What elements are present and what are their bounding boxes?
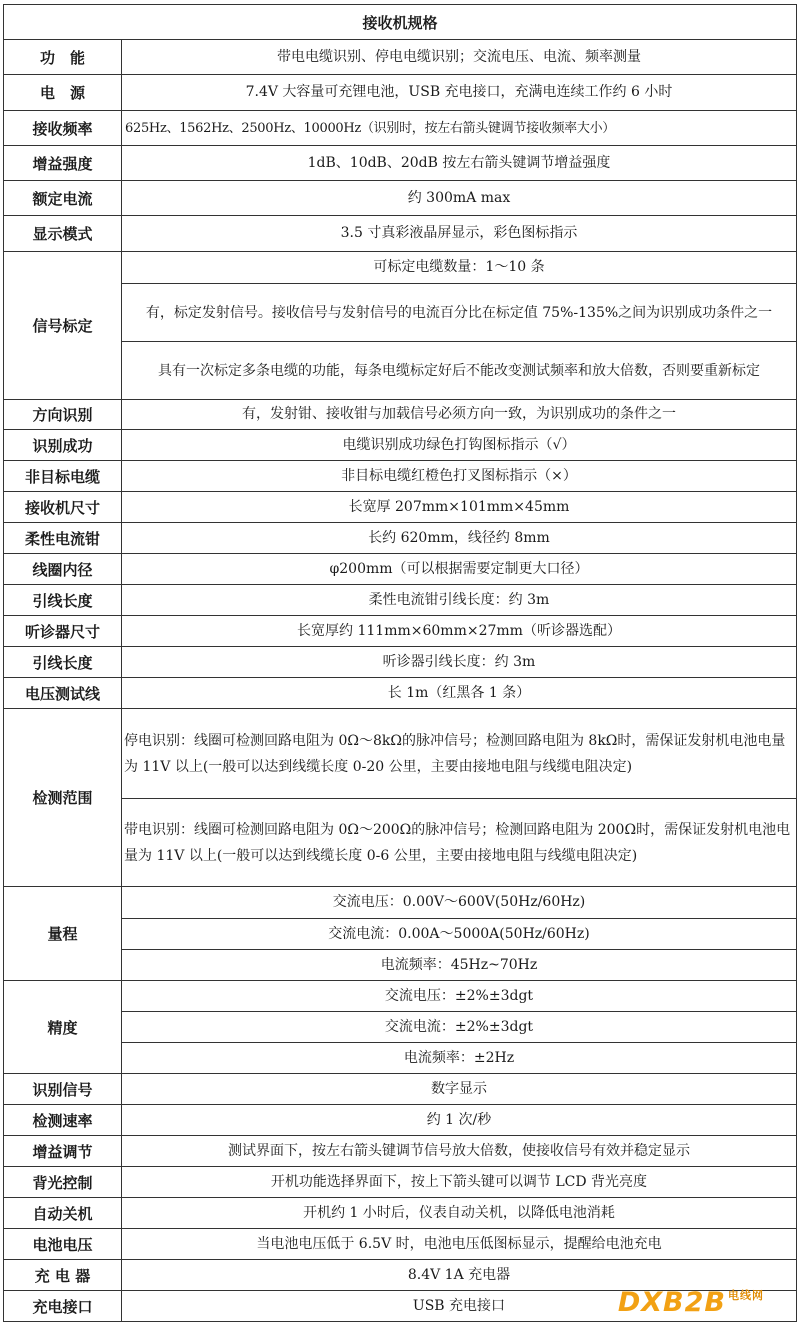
row-label: 充 电 器 (4, 1260, 122, 1291)
row-label: 充电接口 (4, 1291, 122, 1322)
row-value: 电缆识别成功绿色打钩图标指示（√） (122, 430, 797, 461)
table-row (4, 950, 797, 981)
row-label: 引线长度 (4, 647, 122, 678)
table-row (4, 461, 797, 492)
row-value: 625Hz、1562Hz、2500Hz、10000Hz（识别时，按左右箭头键调节接收频率大小） (122, 111, 797, 146)
row-label: 引线长度 (4, 585, 122, 616)
table-row (4, 40, 797, 75)
row-value: 8.4V 1A 充电器 (122, 1260, 797, 1291)
table-row (4, 430, 797, 461)
table-row (4, 1012, 797, 1043)
table-title-row (4, 5, 797, 40)
row-label: 接收频率 (4, 111, 122, 146)
row-value: 交流电压：±2%±3dgt (122, 981, 797, 1012)
row-label: 柔性电流钳 (4, 523, 122, 554)
row-value: 长宽厚 207mm×101mm×45mm (122, 492, 797, 523)
table-row (4, 554, 797, 585)
row-value: 非目标电缆红橙色打叉图标指示（×） (122, 461, 797, 492)
row-label: 显示模式 (4, 216, 122, 252)
watermark-sub: 电线网 (728, 1289, 764, 1302)
row-label: 识别信号 (4, 1074, 122, 1105)
row-label: 电压测试线 (4, 678, 122, 709)
row-value: 开机约 1 小时后，仪表自动关机，以降低电池消耗 (122, 1198, 797, 1229)
row-label: 额定电流 (4, 181, 122, 216)
row-label: 增益调节 (4, 1136, 122, 1167)
row-value: 数字显示 (122, 1074, 797, 1105)
site-watermark (618, 1287, 764, 1318)
row-value: 带电电缆识别、停电电缆识别；交流电压、电流、频率测量 (122, 40, 797, 75)
table-row (4, 1167, 797, 1198)
table-row (4, 616, 797, 647)
row-value: 约 1 次/秒 (122, 1105, 797, 1136)
row-label: 线圈内径 (4, 554, 122, 585)
table-row (4, 400, 797, 430)
row-label: 精度 (4, 981, 122, 1074)
row-value: 带电识别：线圈可检测回路电阻为 0Ω～200Ω的脉冲信号；检测回路电阻为 200Ω时，需保证发射机电池电量为 11V 以上(一般可以达到线缆长度 0-6 公里，主要由接地电阻与线缆电阻决定) (122, 799, 797, 887)
row-label: 接收机尺寸 (4, 492, 122, 523)
table-row (4, 709, 797, 799)
watermark-logo: DXB2B (617, 1287, 726, 1318)
row-label: 背光控制 (4, 1167, 122, 1198)
table-row (4, 284, 797, 342)
table-row (4, 678, 797, 709)
table-row (4, 799, 797, 887)
row-value: 长约 620mm，线径约 8mm (122, 523, 797, 554)
row-value: 长 1m（红黑各 1 条） (122, 678, 797, 709)
table-row (4, 647, 797, 678)
row-label: 检测范围 (4, 709, 122, 887)
row-label: 方向识别 (4, 400, 122, 430)
row-label: 信号标定 (4, 252, 122, 400)
row-label: 自动关机 (4, 1198, 122, 1229)
table-row (4, 1136, 797, 1167)
row-label: 增益强度 (4, 146, 122, 181)
row-label: 非目标电缆 (4, 461, 122, 492)
table-row (4, 981, 797, 1012)
table-row (4, 216, 797, 252)
table-row (4, 1074, 797, 1105)
table-row (4, 919, 797, 950)
row-value: 有，标定发射信号。接收信号与发射信号的电流百分比在标定值 75%-135%之间为识别成功条件之一 (122, 284, 797, 342)
row-value: 开机功能选择界面下，按上下箭头键可以调节 LCD 背光亮度 (122, 1167, 797, 1198)
row-value: φ200mm（可以根据需要定制更大口径） (122, 554, 797, 585)
row-value: 交流电压：0.00V～600V(50Hz/60Hz) (122, 887, 797, 919)
row-value: 具有一次标定多条电缆的功能，每条电缆标定好后不能改变测试频率和放大倍数，否则要重新标定 (122, 342, 797, 400)
row-value: 停电识别：线圈可检测回路电阻为 0Ω～8kΩ的脉冲信号；检测回路电阻为 8kΩ时，需保证发射机电池电量为 11V 以上(一般可以达到线缆长度 0-20 公里，主要由接地电阻与线缆电阻决定) (122, 709, 797, 799)
table-row (4, 1105, 797, 1136)
row-value: 柔性电流钳引线长度：约 3m (122, 585, 797, 616)
receiver-spec-table (3, 4, 797, 1322)
row-value: 有，发射钳、接收钳与加载信号必须方向一致，为识别成功的条件之一 (122, 400, 797, 430)
row-label: 功 能 (4, 40, 122, 75)
row-value: 电流频率：45Hz~70Hz (122, 950, 797, 981)
row-label: 听诊器尺寸 (4, 616, 122, 647)
table-row (4, 1043, 797, 1074)
table-row (4, 342, 797, 400)
row-value: 约 300mA max (122, 181, 797, 216)
table-row (4, 585, 797, 616)
table-row (4, 111, 797, 146)
table-row (4, 1229, 797, 1260)
row-value: 听诊器引线长度：约 3m (122, 647, 797, 678)
row-value: USB 充电接口 (122, 1291, 797, 1322)
row-value: 可标定电缆数量：1～10 条 (122, 252, 797, 284)
row-value: 7.4V 大容量可充锂电池，USB 充电接口，充满电连续工作约 6 小时 (122, 75, 797, 111)
row-label: 电 源 (4, 75, 122, 111)
row-value: 长宽厚约 111mm×60mm×27mm（听诊器选配） (122, 616, 797, 647)
table-row (4, 252, 797, 284)
row-value: 当电池电压低于 6.5V 时，电池电压低图标显示，提醒给电池充电 (122, 1229, 797, 1260)
table-title: 接收机规格 (4, 5, 797, 40)
row-value: 电流频率：±2Hz (122, 1043, 797, 1074)
row-label: 量程 (4, 887, 122, 981)
table-row (4, 887, 797, 919)
table-row (4, 523, 797, 554)
row-label: 检测速率 (4, 1105, 122, 1136)
row-value: 1dB、10dB、20dB 按左右箭头键调节增益强度 (122, 146, 797, 181)
table-row (4, 1260, 797, 1291)
table-row (4, 1198, 797, 1229)
row-value: 测试界面下，按左右箭头键调节信号放大倍数，使接收信号有效并稳定显示 (122, 1136, 797, 1167)
row-value: 交流电流：±2%±3dgt (122, 1012, 797, 1043)
row-label: 识别成功 (4, 430, 122, 461)
row-value: 3.5 寸真彩液晶屏显示，彩色图标指示 (122, 216, 797, 252)
row-value: 交流电流：0.00A～5000A(50Hz/60Hz) (122, 919, 797, 950)
table-row (4, 492, 797, 523)
row-label: 电池电压 (4, 1229, 122, 1260)
table-row (4, 146, 797, 181)
table-row (4, 181, 797, 216)
table-row (4, 75, 797, 111)
